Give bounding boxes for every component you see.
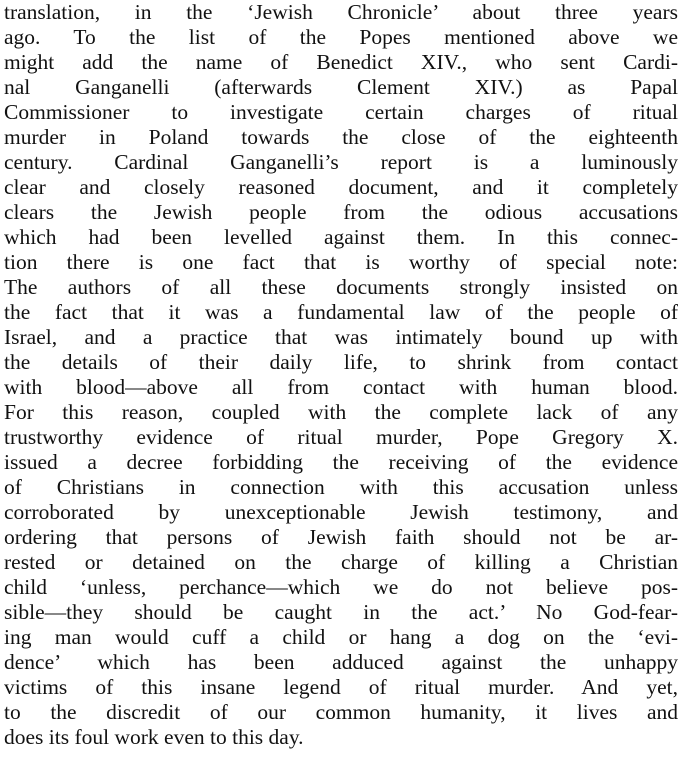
text-line: clears the Jewish people from the odious accusations — [4, 201, 678, 224]
text-line: with blood—above all from contact with human blood. — [4, 376, 678, 399]
text-line: to the discredit of our common humanity, it lives and — [4, 701, 678, 724]
text-line: might add the name of Benedict XIV., who sent Cardi- — [4, 51, 678, 74]
text-line: clear and closely reasoned document, and it completely — [4, 176, 678, 199]
text-line: the fact that it was a fundamental law of the people of — [4, 301, 678, 324]
text-line: rested or detained on the charge of killing a Christian — [4, 551, 678, 574]
text-line: Commissioner to investigate certain charges of ritual — [4, 101, 678, 124]
article-column — [4, 0, 680, 760]
text-line: sible—they should be caught in the act.’ No God-fear- — [4, 601, 678, 624]
text-line: issued a decree forbidding the receiving of the evidence — [4, 451, 678, 474]
text-line-last: does its foul work even to this day. — [4, 726, 304, 749]
text-line: of Christians in connection with this accusation unless — [4, 476, 678, 499]
text-line: ing man would cuff a child or hang a dog on the ‘evi- — [4, 626, 678, 649]
text-line: trustworthy evidence of ritual murder, Pope Gregory X. — [4, 426, 678, 449]
text-line: child ‘unless, perchance—which we do not believe pos- — [4, 576, 678, 599]
text-line: victims of this insane legend of ritual murder. And yet, — [4, 676, 678, 699]
text-line: tion there is one fact that is worthy of special note: — [4, 251, 678, 274]
text-line: the details of their daily life, to shrink from contact — [4, 351, 678, 374]
text-line: dence’ which has been adduced against the unhappy — [4, 651, 678, 674]
text-line: which had been levelled against them. In this connec- — [4, 226, 678, 249]
text-line: ago. To the list of the Popes mentioned above we — [4, 26, 678, 49]
text-line: The authors of all these documents strongly insisted on — [4, 276, 678, 299]
text-line: ordering that persons of Jewish faith should not be ar- — [4, 526, 678, 549]
text-line: century. Cardinal Ganganelli’s report is a luminously — [4, 151, 678, 174]
text-line: nal Ganganelli (afterwards Clement XIV.) as Papal — [4, 76, 678, 99]
text-line: translation, in the ‘Jewish Chronicle’ about three years — [4, 1, 678, 24]
text-line: corroborated by unexceptionable Jewish testimony, and — [4, 501, 678, 524]
text-line: For this reason, coupled with the complete lack of any — [4, 401, 678, 424]
text-line: Israel, and a practice that was intimately bound up with — [4, 326, 678, 349]
text-line: murder in Poland towards the close of the eighteenth — [4, 126, 678, 149]
